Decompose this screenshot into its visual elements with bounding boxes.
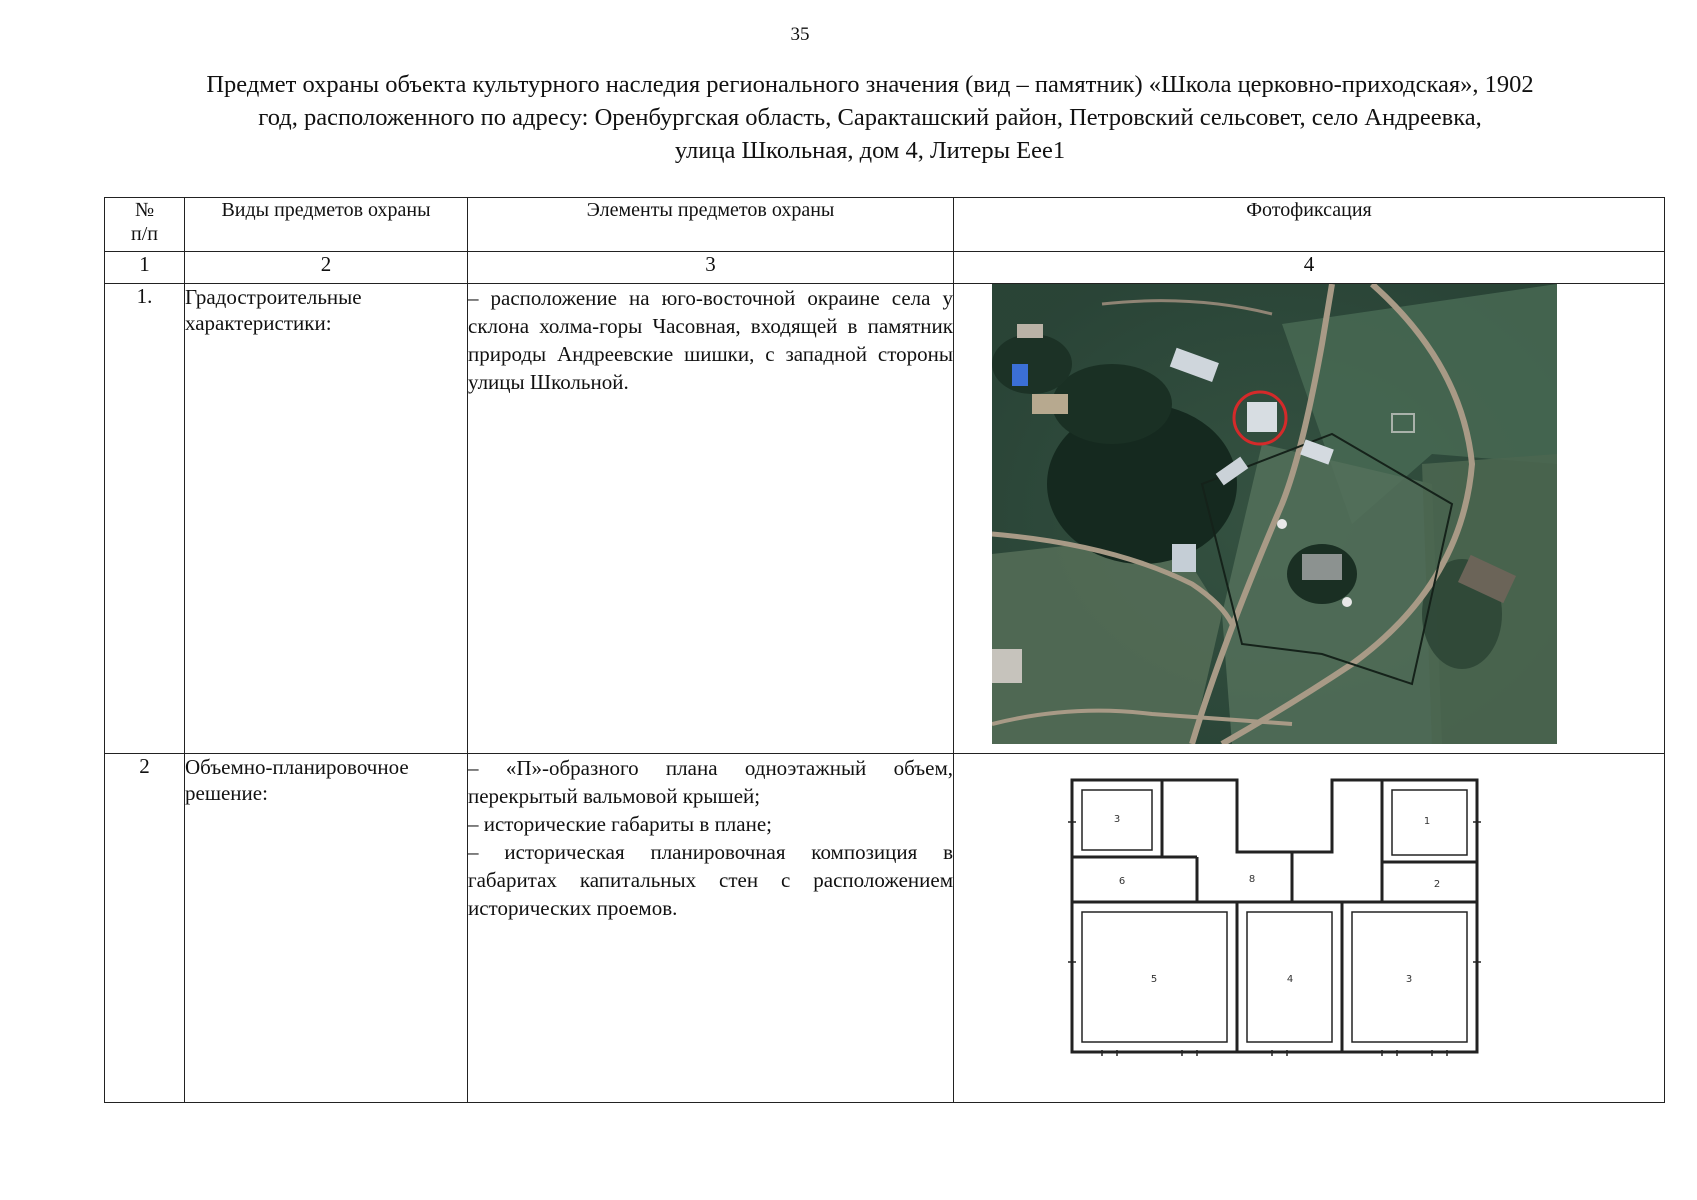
header-number-sign: №	[134, 199, 155, 221]
element-item: – историческая планировочная композиция в габаритах капитальных стен с расположением исторических проемов.	[468, 840, 953, 920]
row-kind	[185, 284, 468, 754]
floor-plan-svg	[1062, 762, 1492, 1082]
title-line-3: улица Школьная, дом 4, Литеры Еее1	[674, 137, 1066, 164]
column-number-3: 3	[468, 252, 954, 284]
floor-plan-image	[1062, 762, 1492, 1102]
row-kind-line-2: решение:	[185, 781, 268, 805]
svg-text:3: 3	[1405, 974, 1413, 985]
svg-text:1: 1	[1423, 816, 1431, 827]
row-number: 2	[105, 754, 185, 1103]
table-row	[105, 284, 1665, 754]
header-row	[105, 198, 1665, 252]
svg-text:4: 4	[1286, 974, 1294, 985]
svg-text:2: 2	[1433, 879, 1441, 890]
satellite-map-image	[992, 284, 1557, 744]
photo-cell	[954, 754, 1665, 1103]
column-number-4: 4	[954, 252, 1665, 284]
photo-cell	[954, 284, 1665, 754]
column-number-row	[105, 252, 1665, 284]
protection-table	[104, 197, 1665, 1103]
row-elements	[468, 754, 954, 1103]
column-number-1: 1	[105, 252, 185, 284]
table-row	[105, 754, 1665, 1103]
element-item: – исторические габариты в плане;	[468, 812, 772, 836]
header-kind: Виды предметов охраны	[185, 198, 468, 252]
document-title	[80, 68, 1660, 167]
title-line-2: год, расположенного по адресу: Оренбургская область, Саракташский район, Петровский сельсовет, село Андреевка,	[258, 104, 1482, 131]
row-kind-line-1: Градостроительные	[185, 285, 362, 309]
header-elements: Элементы предметов охраны	[468, 198, 954, 252]
row-kind	[185, 754, 468, 1103]
satellite-map-svg	[992, 284, 1557, 744]
element-item: – «П»-образного плана одноэтажный объем, перекрытый вальмовой крышей;	[468, 756, 953, 808]
element-item: – расположение на юго-восточной окраине села у склона холма-горы Часовная, входящей в памятник природы Андреевские шишки, с западной стороны улицы Школьной.	[468, 286, 953, 394]
row-number: 1.	[105, 284, 185, 754]
title-line-1: Предмет охраны объекта культурного наследия регионального значения (вид – памятник) «Школа церковно-приходская», 1902	[206, 71, 1534, 98]
page-number: 35	[790, 24, 810, 45]
svg-text:5: 5	[1150, 974, 1158, 985]
header-number	[105, 198, 185, 252]
row-kind-line-2: характеристики:	[185, 311, 332, 335]
row-elements	[468, 284, 954, 754]
svg-text:6: 6	[1118, 876, 1126, 887]
svg-text:3: 3	[1113, 814, 1121, 825]
header-number-pp: п/п	[131, 223, 158, 245]
svg-text:8: 8	[1248, 874, 1256, 885]
header-photo: Фотофиксация	[954, 198, 1665, 252]
row-kind-line-1: Объемно-планировочное	[185, 755, 409, 779]
column-number-2: 2	[185, 252, 468, 284]
